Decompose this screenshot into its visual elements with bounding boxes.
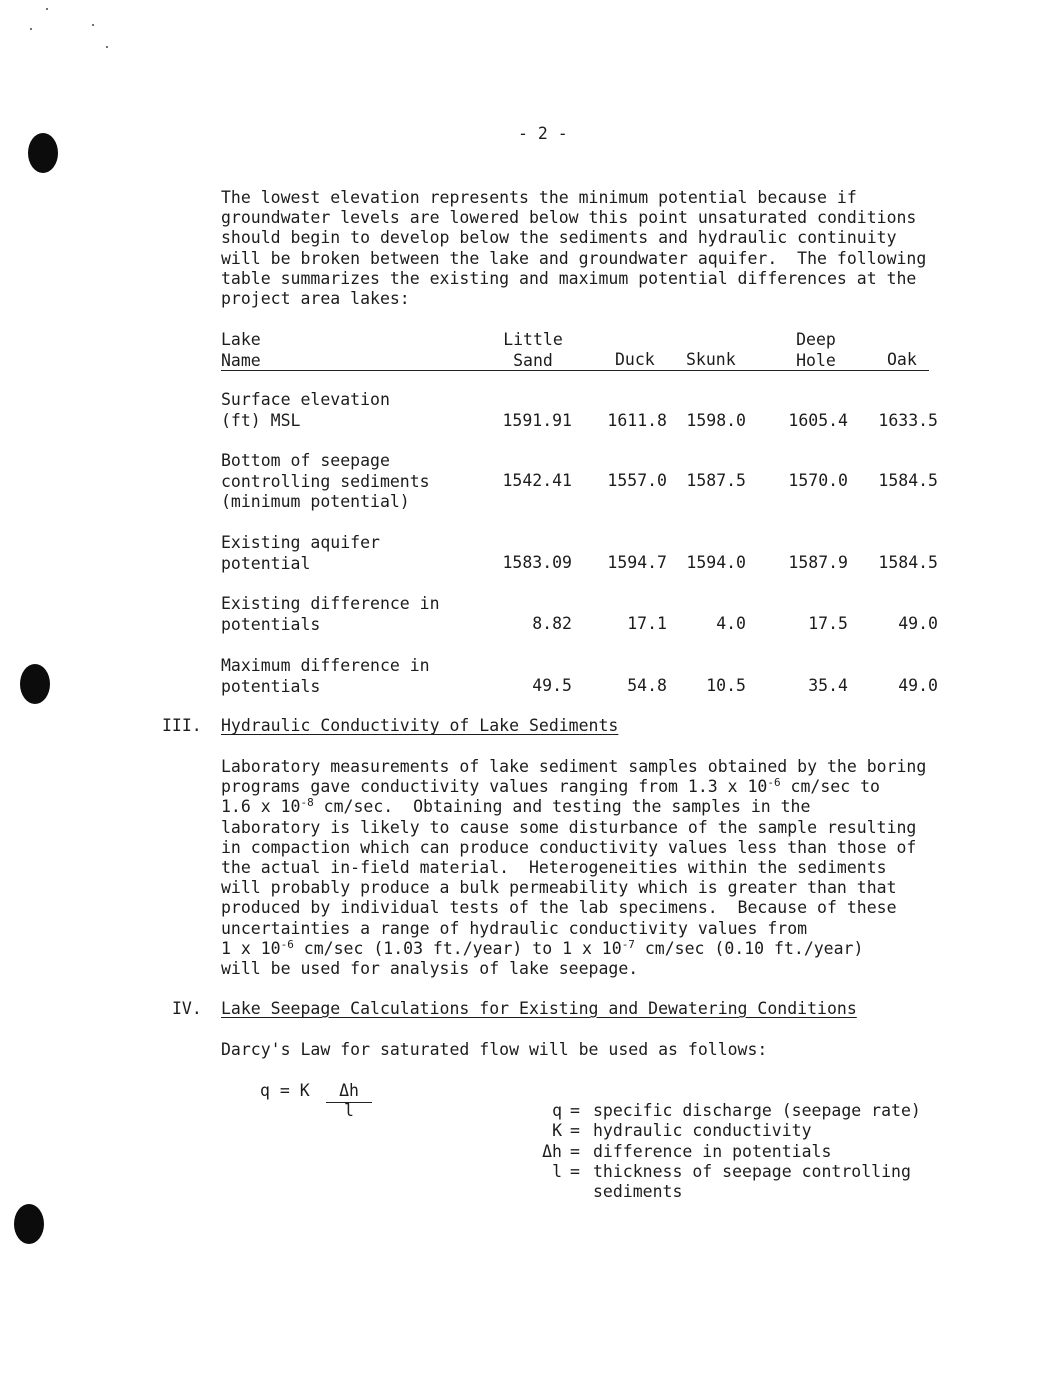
table-cell: 17.5 bbox=[808, 614, 848, 633]
scan-speck bbox=[92, 24, 94, 26]
table-cell: 1605.4 bbox=[788, 411, 848, 430]
text-line: Laboratory measurements of lake sediment samples obtained by the boring bbox=[221, 757, 927, 776]
table-cell: 1587.9 bbox=[788, 553, 848, 572]
text-line: will probably produce a bulk permeability which is greater than that bbox=[221, 878, 897, 898]
table-cell: 1542.41 bbox=[502, 471, 572, 490]
row-label: Surface elevation (ft) MSL bbox=[221, 390, 390, 430]
binder-hole-bottom bbox=[14, 1204, 44, 1244]
section-4-intro: Darcy's Law for saturated flow will be used as follows: bbox=[221, 1040, 768, 1059]
binder-hole-middle bbox=[20, 664, 50, 704]
binder-hole-top bbox=[28, 133, 58, 173]
row-label: Bottom of seepage controlling sediments (minimum potential) bbox=[221, 451, 430, 511]
text-line: will be used for analysis of lake seepage. bbox=[221, 959, 639, 979]
table-cell: 49.0 bbox=[898, 676, 938, 695]
row-label: Existing aquifer potential bbox=[221, 533, 380, 573]
table-cell: 54.8 bbox=[627, 676, 667, 695]
table-cell: 1584.5 bbox=[878, 553, 938, 572]
header-skunk: Skunk bbox=[686, 350, 736, 369]
table-cell: 49.0 bbox=[898, 614, 938, 633]
scan-speck bbox=[46, 8, 48, 10]
legend-equals: = = = = bbox=[570, 1101, 580, 1181]
text-line: programs gave conductivity values ranging from 1.3 x $10^{-6}$ cm/sec to bbox=[221, 776, 880, 797]
table-cell: 1598.0 bbox=[686, 411, 746, 430]
table-cell: 1583.09 bbox=[502, 553, 572, 572]
header-deep-hole: Deep Hole bbox=[796, 330, 836, 370]
table-cell: 1591.91 bbox=[502, 411, 572, 430]
section-3-number: III. bbox=[162, 716, 202, 735]
header-rule bbox=[221, 370, 929, 371]
table-cell: 1570.0 bbox=[788, 471, 848, 490]
text-line: project area lakes: bbox=[221, 289, 410, 309]
table-cell: 49.5 bbox=[532, 676, 572, 695]
legend-definitions: specific discharge (seepage rate) hydraulic conductivity difference in potentials thickness of seepage controlling sediments bbox=[593, 1101, 921, 1202]
table-cell: 1557.0 bbox=[607, 471, 667, 490]
scan-speck bbox=[30, 28, 32, 30]
text-line: uncertainties a range of hydraulic conductivity values from bbox=[221, 918, 808, 938]
text-line: will be broken between the lake and groundwater aquifer. The following bbox=[221, 248, 927, 268]
text-line: 1 x $10^{-6}$ cm/sec (1.03 ft./year) to 1 x $10^{-7}$ cm/sec (0.10 ft./year) bbox=[221, 937, 864, 958]
section-3-paragraph bbox=[221, 757, 941, 979]
table-cell: 4.0 bbox=[716, 614, 746, 633]
scan-speck bbox=[106, 46, 108, 48]
intro-paragraph bbox=[221, 188, 941, 309]
text-line: laboratory is likely to cause some disturbance of the sample resulting bbox=[221, 817, 917, 837]
table-cell: 1611.8 bbox=[607, 411, 667, 430]
table-cell: 1594.7 bbox=[607, 553, 667, 572]
table-cell: 8.82 bbox=[532, 614, 572, 633]
header-little-sand: Little Sand bbox=[503, 330, 563, 370]
text-line: the actual in-field material. Heterogeneities within the sediments bbox=[221, 858, 887, 878]
table-cell: 10.5 bbox=[706, 676, 746, 695]
formula-numerator: Δh bbox=[339, 1081, 359, 1100]
text-line: in compaction which can produce conductivity values less than those of bbox=[221, 837, 917, 857]
text-line: The lowest elevation represents the minimum potential because if bbox=[221, 188, 857, 207]
page-number: - 2 - bbox=[518, 124, 568, 143]
row-label: Existing difference in potentials bbox=[221, 594, 440, 634]
text-line: should begin to develop below the sediments and hydraulic continuity bbox=[221, 228, 897, 248]
section-4-heading: Lake Seepage Calculations for Existing and Dewatering Conditions bbox=[221, 999, 857, 1018]
table-cell: 17.1 bbox=[627, 614, 667, 633]
table-cell: 35.4 bbox=[808, 676, 848, 695]
header-lake-name: Lake Name bbox=[221, 330, 261, 370]
legend-symbols: q K Δh l bbox=[542, 1101, 562, 1181]
header-oak: Oak bbox=[887, 350, 917, 369]
table-cell: 1584.5 bbox=[878, 471, 938, 490]
text-line: groundwater levels are lowered below this point unsaturated conditions bbox=[221, 208, 917, 228]
table-cell: 1633.5 bbox=[878, 411, 938, 430]
header-duck: Duck bbox=[615, 350, 655, 369]
text-line: produced by individual tests of the lab specimens. Because of these bbox=[221, 898, 897, 918]
table-cell: 1587.5 bbox=[686, 471, 746, 490]
text-line: 1.6 x $10^{-8}$ cm/sec. Obtaining and testing the samples in the bbox=[221, 796, 811, 817]
section-4-number: IV. bbox=[172, 999, 202, 1018]
row-label: Maximum difference in potentials bbox=[221, 656, 430, 696]
formula-left: q = K bbox=[260, 1081, 310, 1100]
table-cell: 1594.0 bbox=[686, 553, 746, 572]
formula-denominator: l bbox=[344, 1101, 354, 1120]
section-3-heading: Hydraulic Conductivity of Lake Sediments bbox=[221, 716, 619, 735]
text-line: table summarizes the existing and maximum potential differences at the bbox=[221, 268, 917, 288]
